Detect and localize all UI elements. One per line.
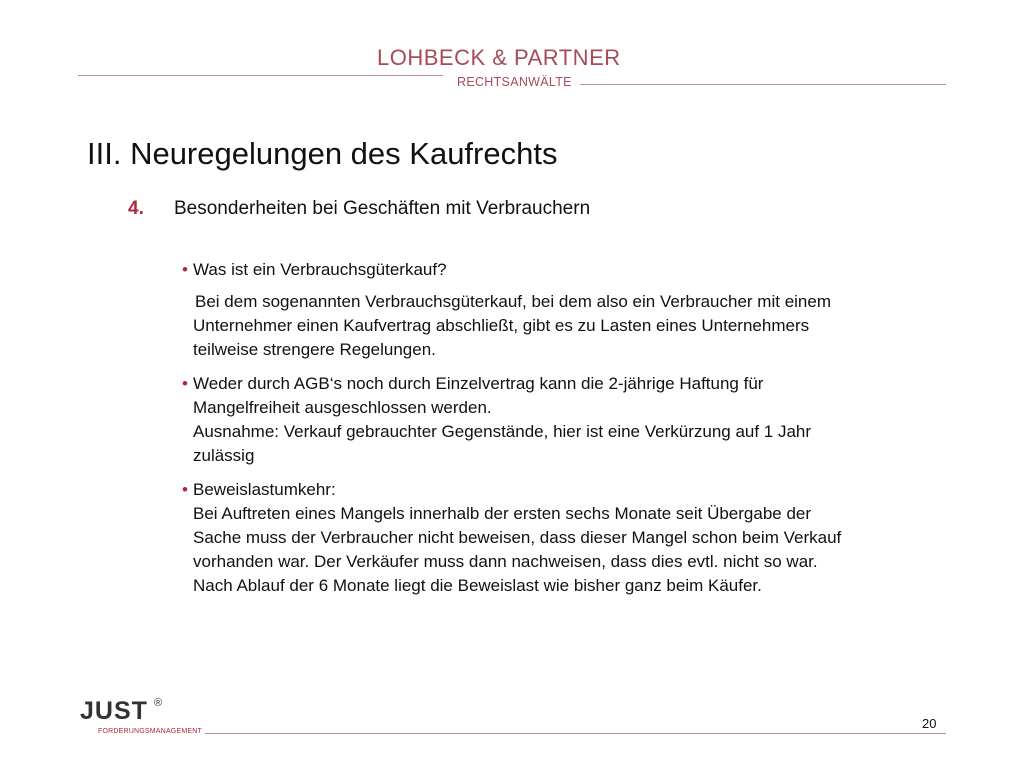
bullet-item [182, 372, 952, 468]
just-logo-text: JUST [80, 697, 148, 725]
bullet-heading: Was ist ein Verbrauchsgüterkauf? [193, 260, 447, 279]
firm-subtitle: RECHTSANWÄLTE [457, 75, 572, 89]
subsection-number: 4. [128, 198, 144, 219]
bullet-line: zulässig [193, 446, 255, 465]
firm-name: LOHBECK & PARTNER [377, 45, 621, 70]
bullet-dot: • [182, 260, 188, 279]
bullet-item [182, 478, 952, 598]
page-number: 20 [922, 716, 937, 731]
bullet-paragraph [193, 290, 952, 362]
bullet-dot: • [182, 374, 188, 393]
subsection-title: Besonderheiten bei Geschäften mit Verbrauchern [174, 198, 591, 219]
footer-divider [205, 733, 946, 734]
bullet-line: Mangelfreiheit ausgeschlossen werden. [193, 398, 492, 417]
bullet-line: Nach Ablauf der 6 Monate liegt die Beweislast wie bisher ganz beim Käufer. [193, 576, 762, 595]
header-divider-right [580, 84, 946, 85]
bullet-line: Ausnahme: Verkauf gebrauchter Gegenstände, hier ist eine Verkürzung auf 1 Jahr [193, 422, 812, 441]
bullet-line: Bei Auftreten eines Mangels innerhalb der ersten sechs Monate seit Übergabe der [193, 504, 812, 523]
bullet-item [182, 258, 952, 362]
bullet-line: Sache muss der Verbraucher nicht beweisen, dass dieser Mangel schon beim Verkauf [193, 528, 842, 547]
bullet-line: vorhanden war. Der Verkäufer muss dann nachweisen, dass dies evtl. nicht so war. [193, 552, 818, 571]
slide-content [182, 258, 952, 608]
bullet-line: Beweislastumkehr: [193, 480, 336, 499]
header-divider-left [78, 75, 443, 76]
bullet-line: Weder durch AGB‘s noch durch Einzelvertrag kann die 2-jährige Haftung für [193, 374, 764, 393]
paragraph-line: Unternehmer einen Kaufvertrag abschließt, gibt es zu Lasten eines Unternehmers [193, 316, 810, 335]
paragraph-line: teilweise strengere Regelungen. [193, 340, 436, 359]
just-logo-subtitle: FORDERUNGSMANAGEMENT [98, 728, 202, 735]
bullet-dot: • [182, 480, 188, 499]
slide-title: III. Neuregelungen des Kaufrechts [87, 136, 558, 171]
registered-mark: ® [154, 697, 163, 709]
paragraph-line: Bei dem sogenannten Verbrauchsgüterkauf, bei dem also ein Verbraucher mit einem [195, 292, 831, 311]
